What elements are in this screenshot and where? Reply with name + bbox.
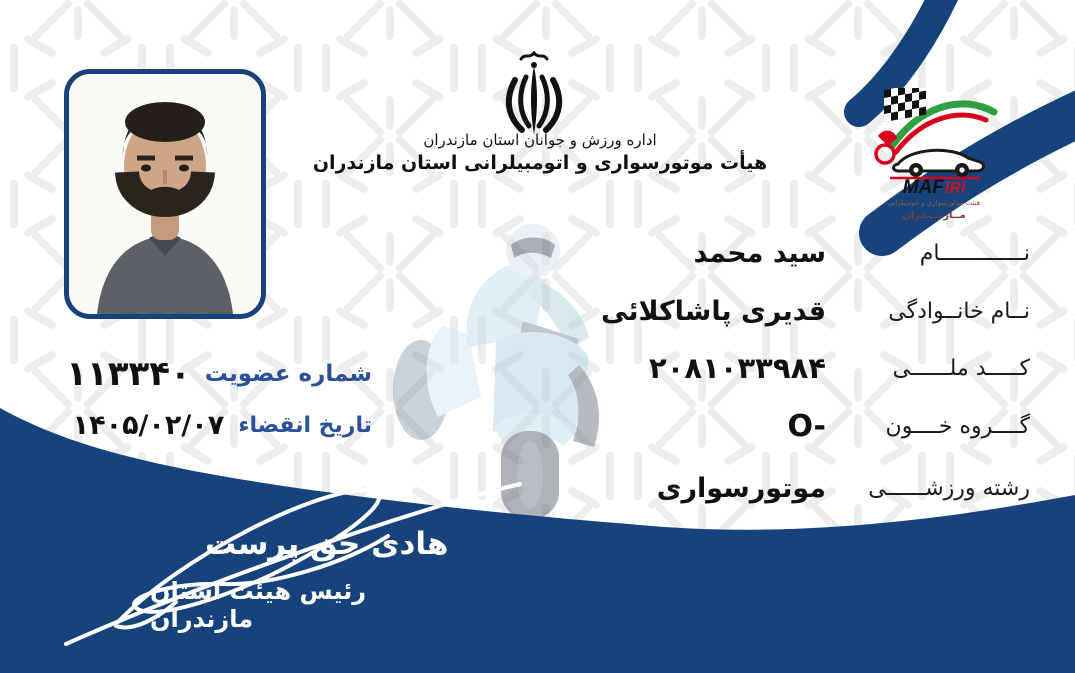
national-code-label: کـــــد ملــــــی — [892, 355, 1030, 381]
maf-subtitle: هیئت موتورسواری و اتومبیلرانی — [887, 199, 981, 207]
national-code-value: ۲۰۸۱۰۳۳۹۸۴ — [648, 351, 826, 385]
expiry-date-row — [73, 404, 372, 446]
maf-logo-graphic — [868, 88, 1000, 180]
membership-number-label: شماره عضویت — [204, 361, 372, 387]
org-line-1: اداره ورزش و جوانان استان مازندران — [423, 131, 657, 149]
maf-logo — [868, 88, 1000, 221]
iri-text: IRI — [944, 180, 966, 197]
sport-label: رشته ورزشــــــی — [868, 475, 1030, 501]
blood-group-label: گــــروه خــــون — [885, 413, 1030, 439]
blood-group-value: O- — [787, 408, 826, 444]
member-photo — [64, 69, 266, 319]
expiry-date-label: تاریخ انقضاء — [238, 412, 372, 438]
name-label: نـــــــــــــام — [919, 240, 1030, 266]
signer-name: هادی حق پرست — [205, 526, 449, 562]
iran-emblem-icon — [499, 50, 569, 138]
family-name-value: قدیری پاشاکلائی — [601, 295, 826, 327]
maf-region: مــازنــــدران — [902, 210, 966, 221]
org-block — [310, 131, 770, 174]
maf-wordmark — [868, 178, 1000, 197]
family-name-label: نــام خانــوادگی — [888, 298, 1030, 324]
name-value: سید محمد — [693, 237, 826, 269]
maf-text: MAF — [902, 177, 944, 198]
membership-number-value: ۱۱۳۳۴۰ — [66, 354, 191, 394]
portrait-image — [69, 74, 261, 314]
sport-value: موتورسواری — [656, 472, 826, 504]
org-line-2: هیأت موتورسواری و اتومبیلرانی استان مازندران — [312, 152, 768, 174]
signer-title: رئیس هیئت استان مازندران — [150, 577, 367, 633]
membership-number-row — [66, 351, 372, 397]
expiry-date-value: ۱۴۰۵/۰۲/۰۷ — [72, 409, 225, 441]
